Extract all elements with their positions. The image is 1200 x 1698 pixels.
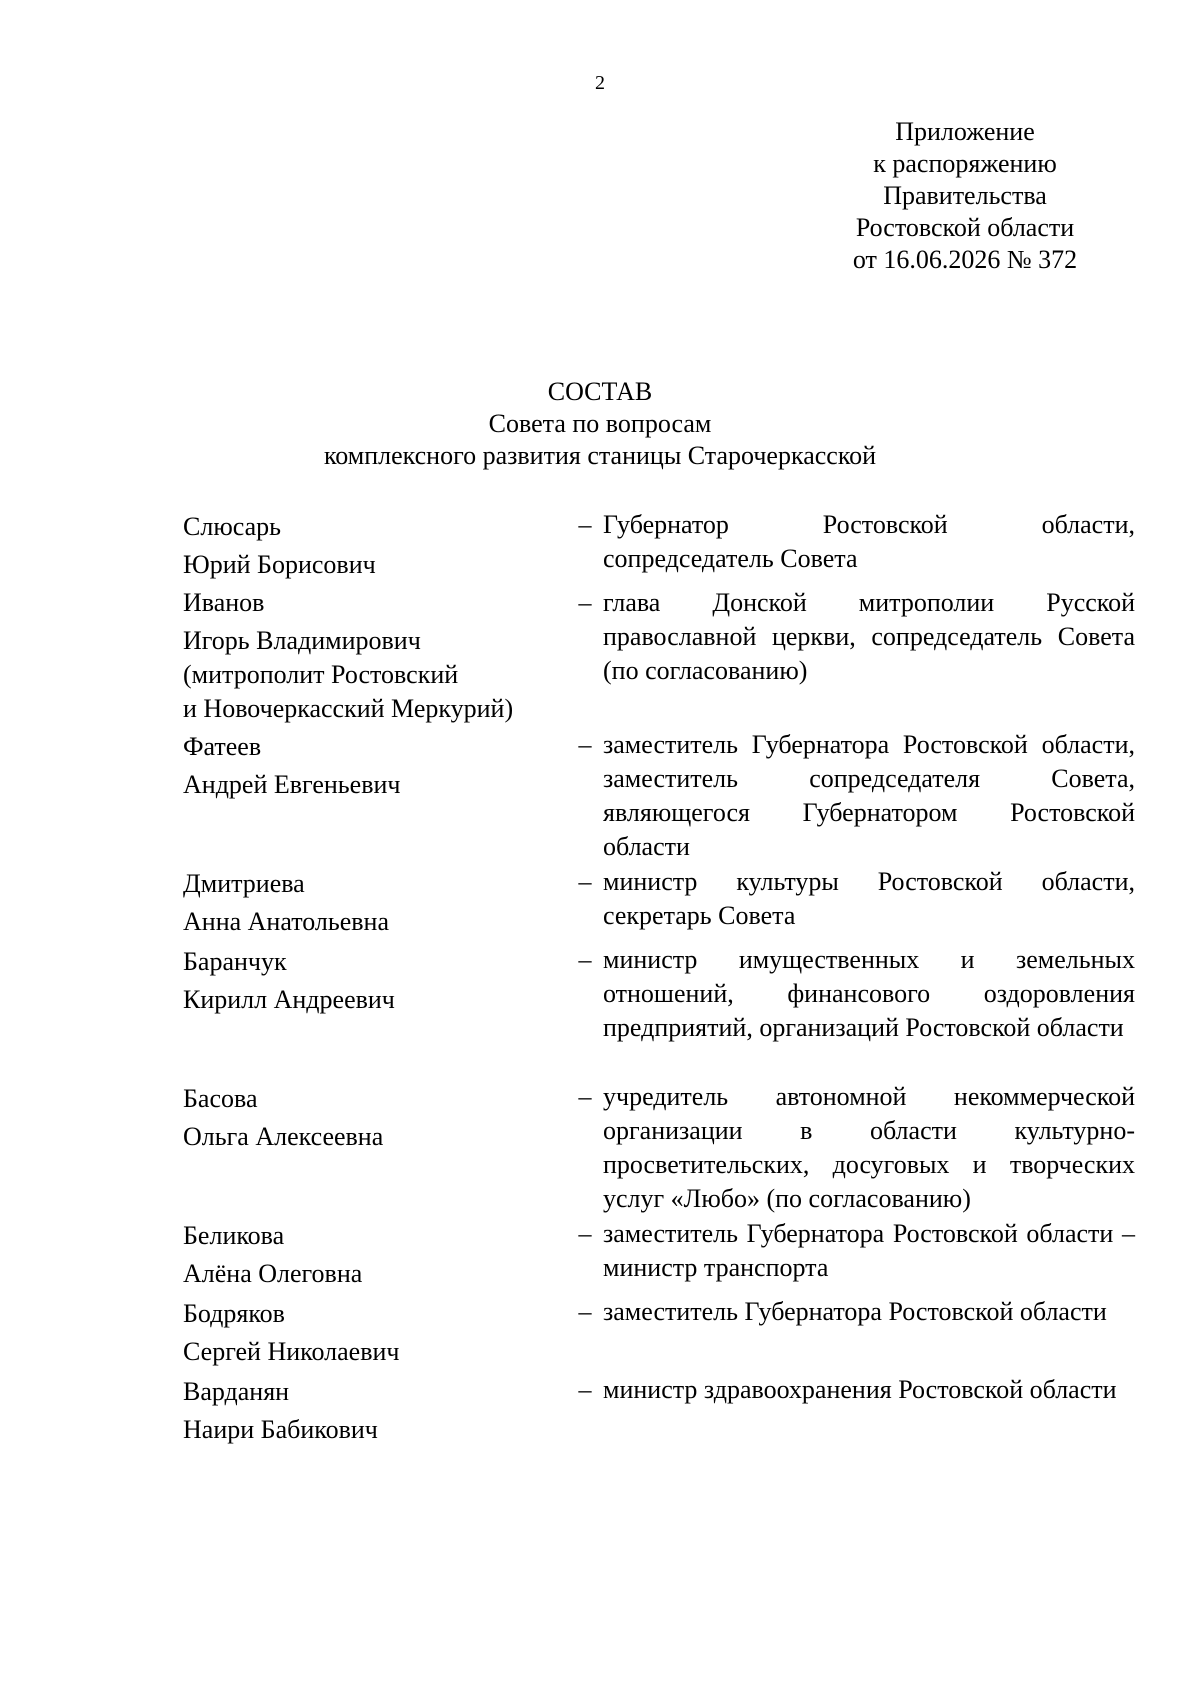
member-role: министр имущественных и земельных отношений, финансового оздоровления предприятий, организаций Ростовской области [603, 945, 1135, 1042]
appendix-header [800, 116, 1130, 276]
member-role: заместитель Губернатора Ростовской области – министр транспорта [603, 1219, 1135, 1282]
members-list [183, 508, 1135, 1451]
member-given-names: Сергей Николаевич [183, 1337, 400, 1366]
member-dash: – [578, 510, 592, 539]
member-dash: – [578, 1297, 592, 1326]
member-row [183, 1295, 1135, 1373]
member-name [183, 1217, 567, 1293]
member-surname: Фатеев [183, 732, 262, 761]
member-surname: Баранчук [183, 947, 287, 976]
member-name [183, 728, 567, 804]
member-name [183, 865, 567, 941]
member-role: министр культуры Ростовской области, секретарь Совета [603, 867, 1135, 930]
member-row [183, 508, 1135, 586]
member-given-names: Алёна Олеговна [183, 1259, 363, 1288]
appendix-line: от 16.06.2026 № 372 [852, 245, 1078, 274]
member-name [183, 1080, 567, 1156]
member-name [183, 1295, 567, 1371]
title-subtitle-line: Совета по вопросам [488, 409, 712, 438]
member-role: Губернатор Ростовской области, сопредседатель Совета [603, 510, 1135, 573]
appendix-line: Приложение [895, 117, 1035, 146]
member-name-note: (митрополит Ростовский [183, 660, 459, 689]
member-given-names: Наири Бабикович [183, 1415, 378, 1444]
member-dash: – [578, 730, 592, 759]
member-surname: Дмитриева [183, 869, 305, 898]
member-role: глава Донской митрополии Русской православной церкви, сопредседатель Совета (по согласованию) [603, 588, 1135, 685]
member-dash: – [578, 588, 592, 617]
member-name-note: и Новочеркасский Меркурий) [183, 694, 514, 723]
title-heading: СОСТАВ [547, 377, 653, 406]
member-dash: – [578, 867, 592, 896]
member-name [183, 943, 567, 1019]
member-given-names: Игорь Владимирович [183, 626, 421, 655]
member-row [183, 728, 1135, 865]
member-surname: Иванов [183, 588, 265, 617]
member-name [183, 508, 567, 584]
member-dash: – [578, 1082, 592, 1111]
member-name [183, 1373, 567, 1449]
member-row [183, 943, 1135, 1080]
member-surname: Варданян [183, 1377, 290, 1406]
document-title [0, 376, 1200, 472]
member-surname: Бодряков [183, 1299, 285, 1328]
member-given-names: Анна Анатольевна [183, 907, 389, 936]
page-number: 2 [595, 72, 605, 94]
member-surname: Басова [183, 1084, 258, 1113]
appendix-line: Ростовской области [855, 213, 1075, 242]
member-role: заместитель Губернатора Ростовской области [603, 1297, 1107, 1326]
member-given-names: Кирилл Андреевич [183, 985, 395, 1014]
member-name [183, 586, 567, 726]
member-surname: Слюсарь [183, 512, 281, 541]
member-role: учредитель автономной некоммерческой организации в области культурно-просветительских, досуговых и творческих услуг «Любо» (по согласованию) [603, 1082, 1135, 1213]
member-row [183, 1080, 1135, 1217]
member-row [183, 1217, 1135, 1295]
appendix-line: Правительства [883, 181, 1047, 210]
member-row [183, 586, 1135, 728]
member-given-names: Андрей Евгеньевич [183, 770, 401, 799]
member-dash: – [578, 945, 592, 974]
member-given-names: Юрий Борисович [183, 550, 376, 579]
member-surname: Беликова [183, 1221, 285, 1250]
member-given-names: Ольга Алексеевна [183, 1122, 384, 1151]
member-role: заместитель Губернатора Ростовской области, заместитель сопредседателя Совета, являющегося Губернатором Ростовской области [603, 730, 1135, 861]
member-dash: – [578, 1219, 592, 1248]
appendix-line: к распоряжению [873, 149, 1057, 178]
title-subtitle-line: комплексного развития станицы Старочеркасской [323, 441, 877, 470]
member-row [183, 865, 1135, 943]
member-row [183, 1373, 1135, 1451]
member-dash: – [578, 1375, 592, 1404]
member-role: министр здравоохранения Ростовской области [603, 1375, 1117, 1404]
